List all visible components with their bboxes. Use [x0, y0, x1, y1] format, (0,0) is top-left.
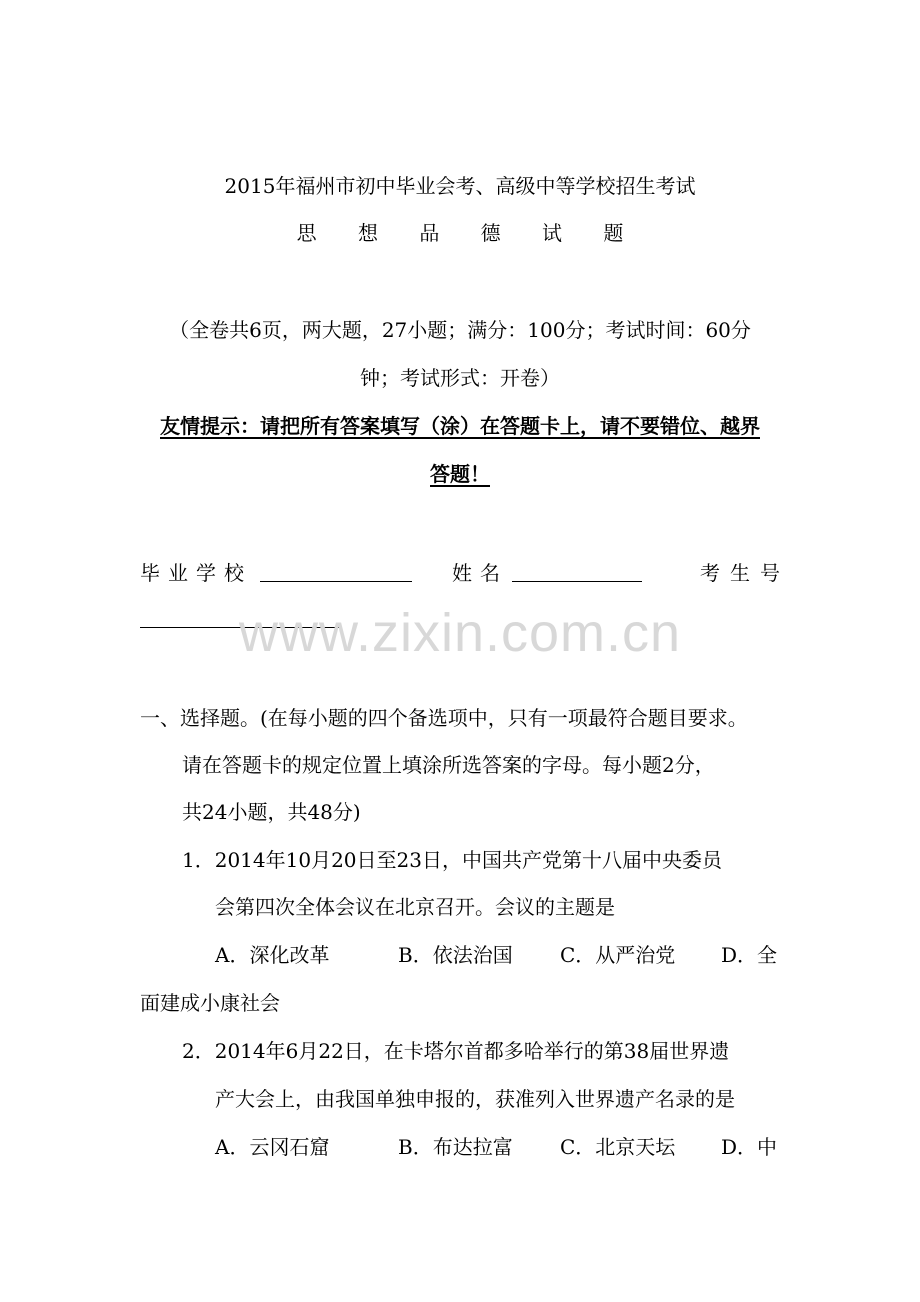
option-d: D．中 — [721, 1135, 778, 1159]
school-label: 毕业学校 — [140, 561, 252, 585]
option-c: C．从严治党 — [560, 943, 676, 967]
exam-info-line-2: 钟；考试形式：开卷） — [360, 366, 560, 390]
name-blank[interactable] — [512, 581, 642, 582]
question-1-line-2: 会第四次全体会议在北京召开。会议的主题是 — [215, 895, 615, 919]
question-1-options — [215, 941, 780, 969]
option-a: A．深化改革 — [215, 943, 330, 967]
section-heading-line-3: 共24小题，共48分) — [182, 800, 361, 824]
question-1-option-d-continued: 面建成小康社会 — [140, 991, 280, 1015]
exam-title: 2015年福州市初中毕业会考、高级中等学校招生考试 — [224, 174, 696, 198]
question-1-line-1: 1．2014年10月20日至23日，中国共产党第十八届中央委员 — [182, 848, 722, 872]
subject-title — [0, 219, 920, 247]
option-b: B．布达拉富 — [398, 1135, 513, 1159]
name-label: 姓名 — [452, 561, 508, 585]
subject-char: 题 — [603, 221, 624, 245]
subject-char: 思 — [296, 221, 317, 245]
tip-line-1: 友情提示：请把所有答案填写（涂）在答题卡上，请不要错位、越界 — [160, 414, 760, 438]
school-blank[interactable] — [260, 581, 412, 582]
question-2-options — [215, 1133, 780, 1161]
section-heading-line-2: 请在答题卡的规定位置上填涂所选答案的字母。每小题2分， — [182, 753, 715, 777]
subject-char: 想 — [357, 221, 378, 245]
exam-info-line-1: （全卷共6页，两大题，27小题；满分：100分；考试时间：60分 — [169, 318, 751, 342]
section-heading-line-1: 一、选择题。(在每小题的四个备选项中，只有一项最符合题目要求。 — [140, 706, 748, 730]
question-2-line-2: 产大会上，由我国单独申报的，获准列入世界遗产名录的是 — [215, 1087, 735, 1111]
watermark: www.zixin.com.cn — [238, 603, 682, 663]
subject-char: 试 — [542, 221, 563, 245]
candidate-fields — [140, 557, 790, 587]
id-label: 考生号 — [700, 561, 790, 585]
subject-char: 品 — [419, 221, 440, 245]
question-2-line-1: 2．2014年6月22日，在卡塔尔首都多哈举行的第38届世界遗 — [182, 1039, 730, 1063]
option-d: D．全 — [721, 943, 778, 967]
option-c: C．北京天坛 — [560, 1135, 676, 1159]
tip-line-2: 答题！ — [430, 462, 490, 486]
option-a: A．云冈石窟 — [215, 1135, 330, 1159]
subject-char: 德 — [480, 221, 501, 245]
option-b: B．依法治国 — [398, 943, 513, 967]
